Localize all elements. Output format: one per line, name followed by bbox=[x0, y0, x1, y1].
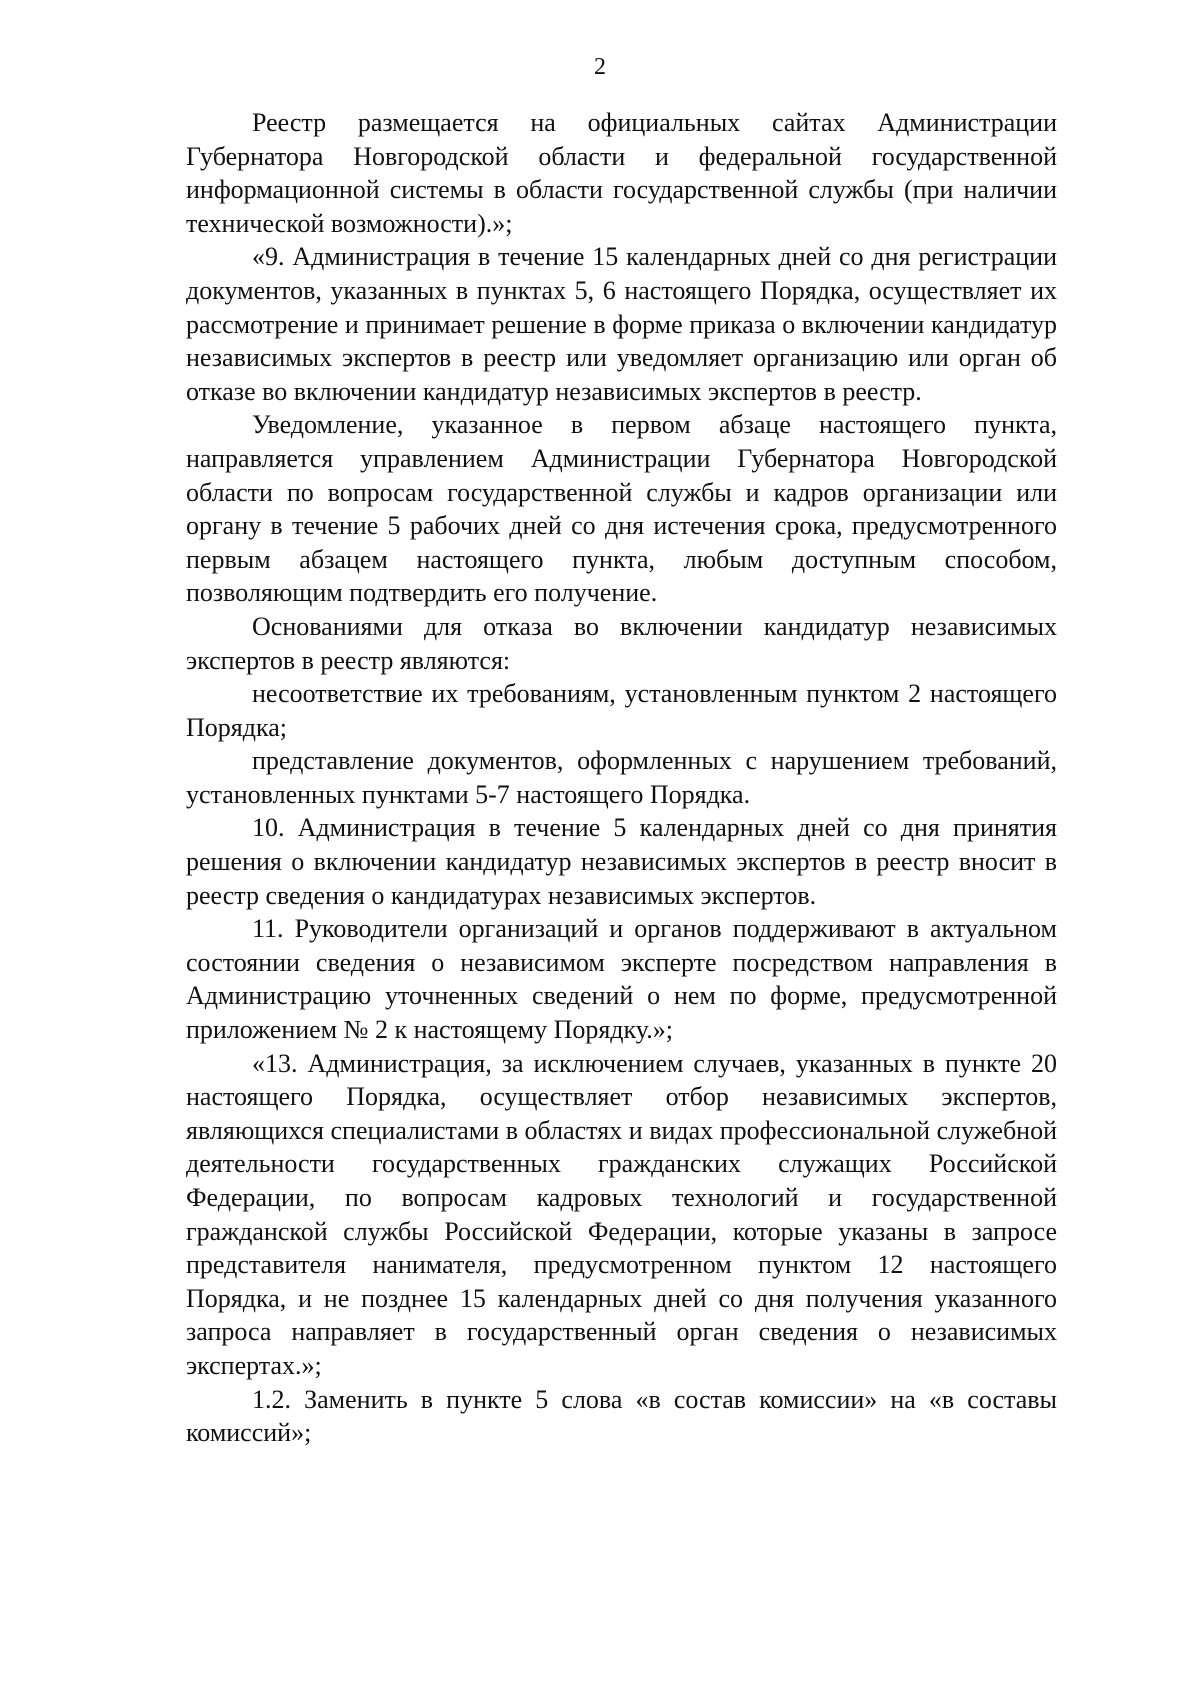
paragraph-refusal-grounds: Основаниями для отказа во включении кандидатур независимых экспертов в реестр являются: bbox=[186, 611, 1057, 675]
paragraph-notification: Уведомление, указанное в первом абзаце настоящего пункта, направляется управлением Администрации Губернатора Новгородской области по вопросам государственной службы и кадров организации или органу в течение 5 рабочих дней со дня истечения срока, предусмотренного первым абзацем настоящего пункта, любым доступным способом, позволяющим подтвердить его получение. bbox=[186, 410, 1057, 608]
paragraph-ground-nonconformity: несоответствие их требованиям, установленным пунктом 2 настоящего Порядка; bbox=[186, 679, 1057, 742]
paragraph-item-10: 10. Администрация в течение 5 календарных дней со дня принятия решения о включении кандидатур независимых экспертов в реестр вносит в реестр сведения о кандидатурах независимых экспертов. bbox=[186, 813, 1057, 910]
paragraph-registry-placement: Реестр размещается на официальных сайтах Администрации Губернатора Новгородской области и федеральной государственной информационной системы в области государственной службы (при наличии технической возможности).»; bbox=[186, 108, 1057, 238]
paragraph-item-9: «9. Администрация в течение 15 календарных дней со дня регистрации документов, указанных в пунктах 5, 6 настоящего Порядка, осуществляет их рассмотрение и принимает решение в форме приказа о включении кандидатур независимых экспертов в реестр или уведомляет организацию или орган об отказе во включении кандидатур независимых экспертов в реестр. bbox=[186, 242, 1057, 406]
paragraph-ground-documents: представление документов, оформленных с нарушением требований, установленных пунктами 5-7 настоящего Порядка. bbox=[186, 746, 1057, 809]
document-body bbox=[186, 106, 1057, 1450]
paragraph-item-13: «13. Администрация, за исключением случаев, указанных в пункте 20 настоящего Порядка, осуществляет отбор независимых экспертов, являющихся специалистами в областях и видах профессиональной служебной деятельности государственных гражданских служащих Российской Федерации, по вопросам кадровых технологий и государственной гражданской службы Российской Федерации, которые указаны в запросе представителя нанимателя, предусмотренном пунктом 12 настоящего Порядка, и не позднее 15 календарных дней со дня получения указанного запроса направляет в государственный орган сведения о независимых экспертах.»; bbox=[186, 1048, 1057, 1380]
page-number: 2 bbox=[594, 54, 606, 80]
paragraph-item-11: 11. Руководители организаций и органов поддерживают в актуальном состоянии сведения о независимом эксперте посредством направления в Администрацию уточненных сведений о нем по форме, предусмотренной приложением № 2 к настоящему Порядку.»; bbox=[186, 914, 1057, 1045]
paragraph-item-1-2: 1.2. Заменить в пункте 5 слова «в состав комиссии» на «в составы комиссий»; bbox=[186, 1384, 1057, 1448]
